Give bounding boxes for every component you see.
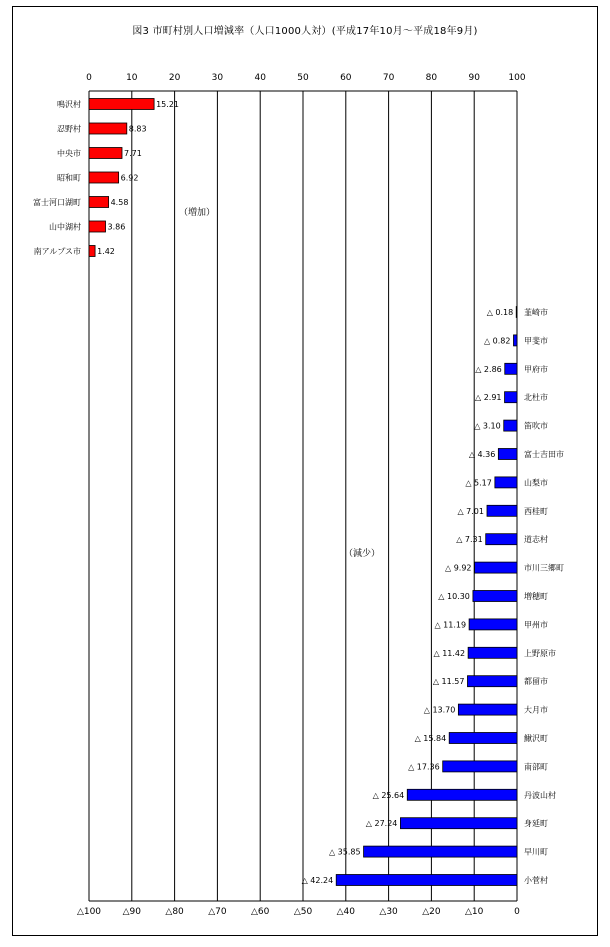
bottom-tick-label: △20: [422, 907, 441, 917]
decrease-bar: [407, 789, 517, 800]
decrease-bar: [364, 846, 517, 857]
increase-bar: [89, 172, 119, 183]
value-label: △ 17.36: [408, 762, 440, 772]
decrease-bar: [467, 676, 517, 687]
bottom-tick-label: △90: [122, 907, 141, 917]
increase-bar: [89, 246, 95, 257]
decrease-bar: [469, 619, 517, 630]
category-label: 道志村: [524, 535, 548, 545]
value-label: △ 4.36: [468, 450, 496, 459]
value-label: 15.21: [156, 100, 180, 109]
value-label: △ 7.01: [457, 506, 484, 516]
bottom-tick-label: △30: [379, 907, 398, 917]
chart-title: 図3 市町村別人口増減率（人口1000人対）(平成17年10月～平成18年9月): [132, 26, 478, 37]
value-label: △ 11.57: [432, 677, 465, 687]
top-tick-label: 40: [254, 73, 266, 83]
value-label: △ 15.84: [414, 734, 447, 743]
decrease-bar: [516, 307, 517, 318]
value-label: 4.58: [110, 198, 129, 207]
decrease-bar: [449, 733, 517, 744]
value-label: △ 11.42: [433, 648, 466, 658]
decrease-bar: [487, 505, 517, 516]
value-label: △ 5.17: [465, 478, 492, 488]
category-label: 小菅村: [524, 876, 548, 885]
top-tick-label: 70: [382, 73, 395, 83]
top-tick-label: 10: [126, 73, 138, 83]
category-label: 早川町: [524, 847, 548, 857]
category-label: 都留市: [524, 677, 548, 687]
bottom-tick-label: △70: [208, 907, 227, 917]
top-tick-label: 20: [168, 73, 181, 83]
value-label: 3.86: [107, 222, 126, 232]
value-label: △ 25.64: [372, 790, 405, 800]
decrease-bar: [504, 420, 517, 431]
value-label: △ 11.19: [434, 620, 467, 630]
category-label: 山中湖村: [49, 222, 81, 232]
category-label: 韮崎市: [524, 308, 548, 317]
decrease-bar: [400, 818, 517, 829]
decrease-bar: [505, 363, 517, 374]
category-label: 山梨市: [524, 478, 548, 488]
decrease-bar: [475, 562, 517, 573]
value-label: △ 0.82: [483, 336, 511, 346]
decrease-bar: [513, 335, 517, 346]
category-label: 富士河口湖町: [33, 198, 81, 207]
bottom-tick-label: △50: [293, 907, 313, 917]
category-label: 鰍沢町: [524, 734, 548, 743]
category-label: 西桂町: [524, 506, 548, 516]
decrease-bar: [495, 477, 517, 488]
category-label: 北杜市: [524, 393, 548, 403]
category-label: 大月市: [524, 705, 548, 715]
value-label: 1.42: [97, 247, 115, 256]
category-label: 身延町: [524, 819, 548, 829]
top-tick-label: 50: [297, 73, 309, 83]
bottom-tick-label: 0: [514, 907, 520, 917]
increase-bar: [89, 197, 109, 208]
value-label: △ 9.92: [445, 563, 472, 573]
decrease-annotation: （減少）: [343, 549, 381, 559]
increase-bar: [89, 221, 106, 232]
category-label: 忍野村: [57, 124, 81, 134]
increase-bar: [89, 123, 127, 134]
category-label: 富士吉田市: [524, 450, 564, 459]
value-label: △ 10.30: [438, 592, 470, 601]
top-tick-label: 80: [425, 73, 438, 83]
category-label: 丹波山村: [524, 790, 556, 800]
decrease-bar: [443, 761, 517, 772]
decrease-bar: [498, 449, 517, 460]
value-label: △ 3.10: [474, 421, 501, 431]
category-label: 市川三郷町: [524, 563, 564, 573]
decrease-bar: [458, 704, 517, 715]
bottom-tick-label: △60: [251, 907, 270, 917]
category-label: 上野原市: [524, 648, 556, 658]
category-label: 笛吹市: [524, 421, 548, 431]
decrease-bar: [505, 392, 517, 403]
value-label: △ 27.24: [365, 819, 398, 829]
top-tick-label: 90: [468, 73, 480, 83]
category-label: 中央市: [57, 149, 81, 158]
decrease-bar: [468, 647, 517, 658]
value-label: △ 7.31: [456, 535, 483, 545]
increase-bar: [89, 148, 122, 159]
top-tick-label: 0: [86, 73, 92, 83]
category-label: 南アルプス市: [33, 247, 81, 256]
category-label: 南部町: [524, 762, 548, 772]
value-label: 6.92: [120, 173, 139, 183]
value-label: 7.71: [123, 149, 142, 158]
value-label: △ 13.70: [423, 705, 456, 715]
value-label: 8.83: [128, 124, 147, 134]
bottom-tick-label: △100: [76, 907, 102, 917]
value-label: △ 42.24: [301, 876, 334, 885]
decrease-bar: [336, 875, 517, 886]
value-label: △ 2.86: [475, 364, 502, 374]
value-label: △ 35.85: [328, 847, 361, 857]
value-label: △ 0.18: [486, 308, 514, 317]
category-label: 増穂町: [524, 592, 548, 601]
top-tick-label: 30: [211, 73, 224, 83]
category-label: 鳴沢村: [57, 100, 81, 109]
value-label: △ 2.91: [475, 393, 502, 403]
decrease-bar: [473, 591, 517, 602]
top-tick-label: 60: [340, 73, 352, 83]
category-label: 甲府市: [524, 364, 548, 374]
decrease-bar: [486, 534, 517, 545]
top-tick-label: 100: [508, 73, 526, 83]
bottom-tick-label: △40: [336, 907, 355, 917]
category-label: 甲斐市: [524, 336, 548, 346]
category-label: 昭和町: [57, 173, 81, 183]
bottom-tick-label: △80: [165, 907, 184, 917]
category-label: 甲州市: [524, 620, 548, 630]
increase-annotation: （増加）: [178, 208, 216, 218]
bottom-tick-label: △10: [465, 907, 484, 917]
increase-bar: [89, 99, 154, 110]
